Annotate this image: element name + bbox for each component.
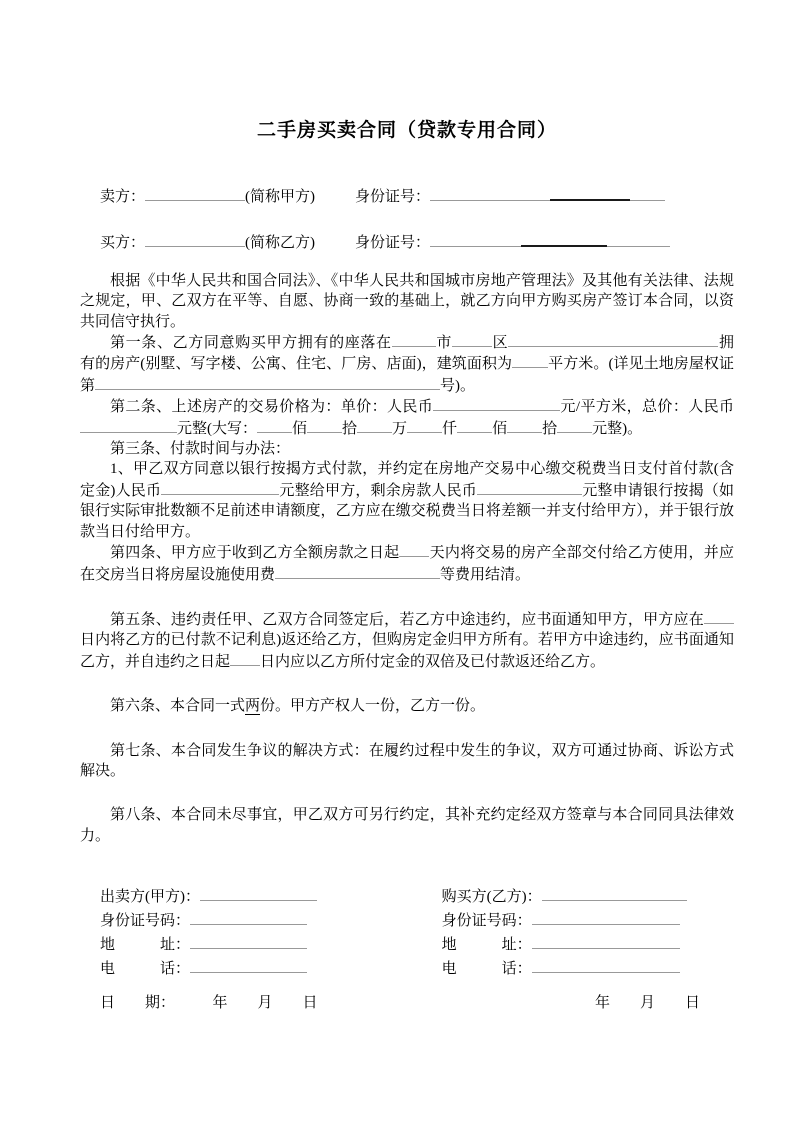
fill-in-blank [357, 418, 392, 433]
signature-row: 电 话： [442, 957, 734, 981]
fill-in-blank [433, 396, 560, 411]
contract-clause: 第一条、乙方同意购买甲方拥有的座落在 市 区 拥有的房产(别墅、写字楼、公寓、住宅、厂房、店面)，建筑面积为 平方米。(详见土地房屋权证第 号)。 [80, 332, 734, 396]
date-row [80, 993, 734, 1013]
fill-in-blank [532, 934, 680, 949]
fill-in-blank [542, 886, 687, 901]
fill-in-blank [399, 542, 429, 557]
fill-in-blank [508, 332, 718, 347]
signature-row: 地 址： [442, 933, 734, 957]
fill-in-blank [392, 332, 436, 347]
signature-row: 购买方(乙方)： [442, 885, 734, 909]
fill-in-blank [190, 910, 307, 925]
fill-in-blank [532, 910, 680, 925]
fill-in-blank [275, 564, 440, 579]
dark-underline-segment [550, 199, 630, 201]
fill-in-blank [257, 418, 292, 433]
horizontal-spacer [315, 246, 355, 247]
fill-in-blank [512, 353, 548, 368]
fill-in-blank [230, 651, 260, 666]
contract-clause: 第三条、付款时间与办法： [110, 441, 291, 458]
contract-clause: 第六条、本合同一式两份。甲方产权人一份，乙方一份。 [110, 698, 486, 715]
fill-in-blank [457, 418, 492, 433]
signature-section [80, 885, 734, 981]
signature-row: 身份证号码： [442, 909, 734, 933]
fill-in-blank [477, 480, 582, 495]
buyer-party-row: 买方： (简称乙方) 身份证号： [100, 232, 734, 253]
fill-in-blank [145, 186, 245, 201]
signature-row: 出卖方(甲方)： [100, 885, 422, 909]
buyer-signature-column [442, 885, 734, 981]
fill-in-blank [532, 958, 680, 973]
contract-clause: 第七条、本合同发生争议的解决方式：在履约过程中发生的争议，双方可通过协商、诉讼方式解决。 [80, 742, 734, 779]
seller-date-line: 日 期： 年 月 日 [100, 995, 318, 1012]
fill-in-blank [145, 232, 245, 247]
dark-underline-segment [521, 245, 607, 247]
contract-clause: 第五条、违约责任甲、乙双方合同签定后，若乙方中途违约，应书面通知甲方，甲方应在日内将乙方的已付款不记利息)返还给乙方，但购房定金归甲方所有。若甲方中途违约，应书面通知乙方，并自违约之日起 日内应以乙方所付定金的双倍及已付款返还给乙方。 [80, 609, 734, 672]
fill-in-blank [190, 958, 307, 973]
fill-in-blank [80, 418, 177, 433]
signature-row: 地 址： [100, 933, 422, 957]
fill-in-blank [430, 232, 670, 247]
seller-signature-column [100, 885, 422, 981]
underlined-text: 两 [245, 698, 261, 715]
contract-clause: 第八条、本合同未尽事宜，甲乙双方可另行约定，其补充约定经双方签章与本合同同具法律效力。 [80, 807, 734, 844]
buyer-date-line: 年 月 日 [595, 995, 701, 1012]
contract-clauses [80, 271, 734, 846]
fill-in-blank [704, 609, 734, 624]
fill-in-blank [95, 375, 440, 390]
fill-in-blank [452, 332, 492, 347]
fill-in-blank [557, 418, 592, 433]
seller-party-row: 卖方： (简称甲方) 身份证号： [100, 186, 734, 207]
fill-in-blank [307, 418, 342, 433]
document-title: 二手房买卖合同（贷款专用合同） [256, 120, 557, 141]
fill-in-blank [161, 480, 279, 495]
contract-clause: 第四条、甲方应于收到乙方全额房款之日起 天内将交易的房产全部交付给乙方使用，并应在交房当日将房屋设施使用费 等费用结清。 [80, 542, 734, 585]
signature-row: 身份证号码： [100, 909, 422, 933]
fill-in-blank [190, 934, 307, 949]
fill-in-blank [407, 418, 442, 433]
contract-clause: 第二条、上述房产的交易价格为：单价：人民币 元/平方米，总价：人民币元整(大写： 佰 拾 万 仟 佰 拾 元整)。 [80, 396, 734, 439]
contract-clause: 1、甲乙双方同意以银行按揭方式付款，并约定在房地产交易中心缴交税费当日支付首付款(含定金)人民币 元整给甲方，剩余房款人民币 元整申请银行按揭（如银行实际审批数额不足前述申请额度，乙方应在缴交税费当日将差额一并支付给甲方），并于银行放款当日付给甲方。 [80, 461, 734, 540]
signature-row: 电 话： [100, 957, 422, 981]
fill-in-blank [430, 186, 665, 201]
parties-section [80, 186, 734, 254]
contract-clause: 根据《中华人民共和国合同法》、《中华人民共和国城市房地产管理法》及其他有关法律、法规之规定，甲、乙双方在平等、自愿、协商一致的基础上，就乙方向甲方购买房产签订本合同，以资共同信守执行。 [80, 272, 734, 330]
horizontal-spacer [315, 200, 355, 201]
fill-in-blank [507, 418, 542, 433]
fill-in-blank [200, 886, 317, 901]
